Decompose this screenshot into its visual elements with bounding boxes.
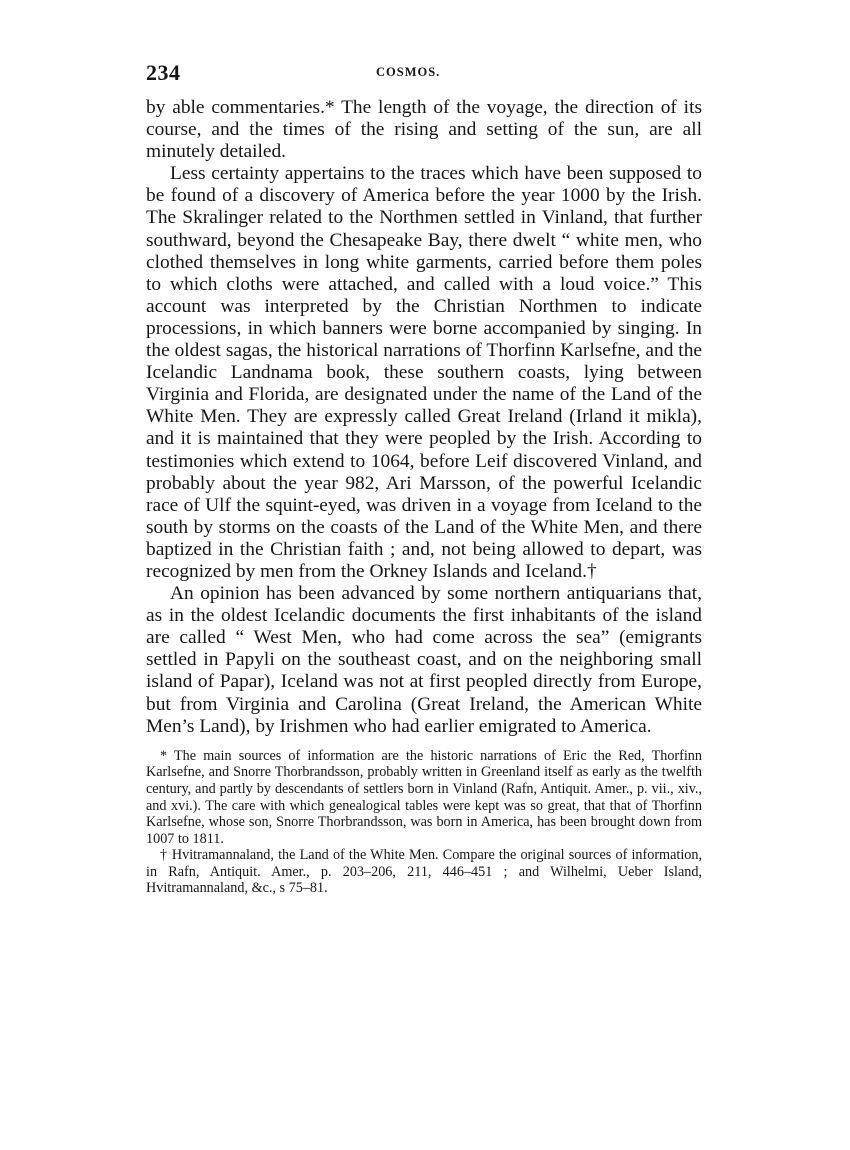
footnote-hvitramannaland: † Hvitramannaland, the Land of the White Men. Compare the original sources of information, in Rafn, Antiquit. Amer., p. 203–206, 211, 446–451 ; and Wilhelmi, Ueber Island, Hvitramannaland, &c., s 75–81. [146,847,702,897]
paragraph-irish-discovery: Less certainty appertains to the traces which have been supposed to be found of a discovery of America before the year 1000 by the Irish. The Skralinger related to the Northmen settled in Vinland, that further southward, beyond the Chesapeake Bay, there dwelt “ white men, who clothed themselves in long white garments, carried before them poles to which cloths were attached, and called with a loud voice.” This account was interpreted by the Christian Northmen to indicate processions, in which banners were borne accompanied by singing. In the oldest sagas, the historical narrations of Thorfinn Karlsefne, and the Icelandic Landnama book, these southern coasts, lying between Virginia and Florida, are designated under the name of the Land of the White Men. They are expressly called Great Ireland (Irland it mikla), and it is maintained that they were peopled by the Irish. According to testimonies which extend to 1064, before Leif discovered Vinland, and probably about the year 982, Ari Marsson, of the powerful Icelandic race of Ulf the squint-eyed, was driven in a voyage from Iceland to the south by storms on the coasts of the Land of the White Men, and there baptized in the Christian faith ; and, not being allowed to depart, was recognized by men from the Orkney Islands and Iceland.† [146,163,702,582]
footnote-sources: * The main sources of information are the historic narrations of Eric the Red, Thorfinn Karlsefne, and Snorre Thorbrandsson, probably written in Greenland itself as early as the twelfth century, and partly by descendants of settlers born in Vinland (Rafn, Antiquit. Amer., p. vii., xiv., and xvi.). The care with which genealogical tables were kept was so great, that that of Thorfinn Karlsefne, whose son, Snorre Thorbrandsson, was born in America, has been brought down from 1007 to 1811. [146,747,702,847]
body-text [146,97,702,738]
running-title: COSMOS. [376,65,441,79]
page-number: 234 [146,60,181,85]
paragraph-voyage-details: by able commentaries.* The length of the voyage, the direction of its course, and the times of the rising and setting of the sun, are all minutely detailed. [146,97,702,163]
book-page [146,60,702,897]
paragraph-iceland-opinion: An opinion has been advanced by some northern antiquarians that, as in the oldest Icelandic documents the first inhabitants of the island are called “ West Men, who had come across the sea” (emigrants settled in Papyli on the southeast coast, and on the neighboring small island of Papar), Iceland was not at first peopled directly from Europe, but from Virginia and Carolina (Great Ireland, the American White Men’s Land), by Irishmen who had earlier emigrated to America. [146,583,702,737]
footnotes [146,748,702,897]
running-head [146,60,702,94]
